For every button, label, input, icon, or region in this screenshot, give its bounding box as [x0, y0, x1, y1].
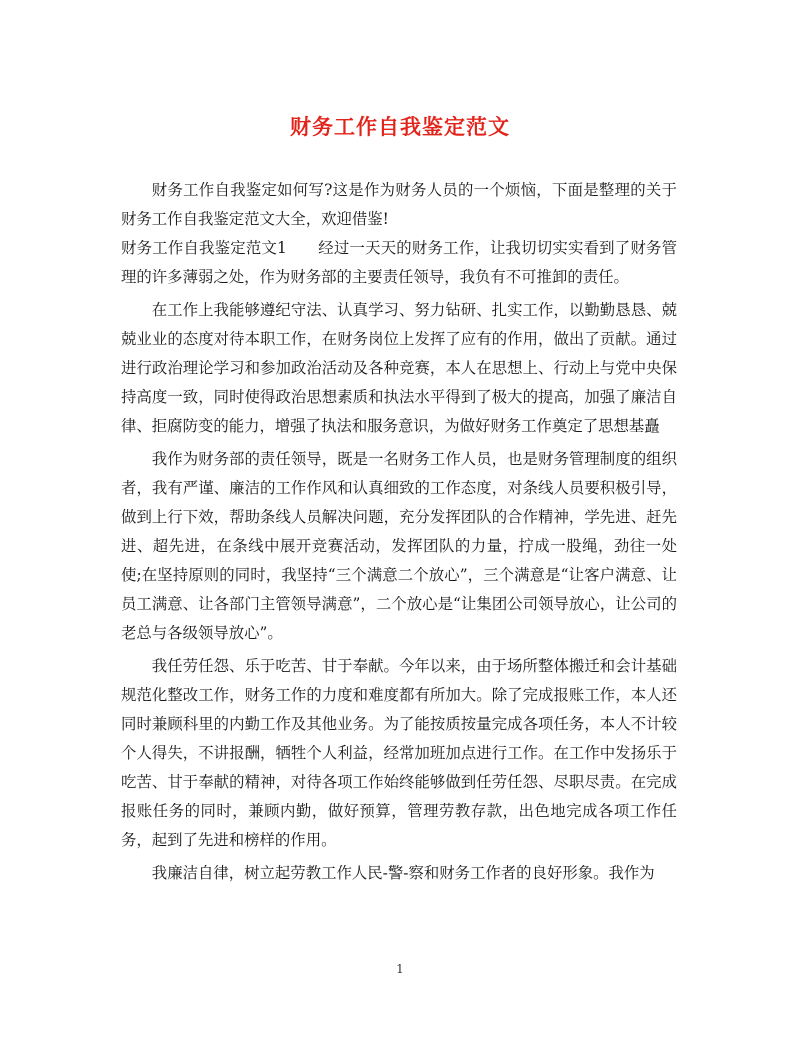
paragraph-intro: 财务工作自我鉴定如何写?这是作为财务人员的一个烦恼，下面是整理的关于财务工作自我鉴定范文大全，欢迎借鉴! — [121, 181, 677, 228]
paragraph-sample-1-opening: 财务工作自我鉴定范文1 经过一天天的财务工作，让我切切实实看到了财务管理的许多薄弱之处，作为财务部的主要责任领导，我负有不可推卸的责任。 — [121, 239, 677, 286]
paragraph-work-attitude: 在工作上我能够遵纪守法、认真学习、努力钻研、扎实工作，以勤勤恳恳、兢兢业业的态度对待本职工作，在财务岗位上发挥了应有的作用，做出了贡献。通过进行政治理论学习和参加政治活动及各种竞赛，本人在思想上、行动上与党中央保持高度一致，同时使得政治思想素质和执法水平得到了极大的提高，加强了廉洁自律、拒腐防变的能力，增强了执法和服务意识，为做好财务工作奠定了思想基矗 — [121, 301, 677, 435]
document-body — [121, 176, 677, 888]
paragraph-leadership: 我作为财务部的责任领导，既是一名财务工作人员，也是财务管理制度的组织者，我有严谨、廉洁的工作作风和认真细致的工作态度，对条线人员要积极引导，做到上行下效，帮助条线人员解决问题，充分发挥团队的合作精神，学先进、赶先进、超先进，在条线中展开竞赛活动，发挥团队的力量，拧成一股绳，劲往一处使;在坚持原则的同时，我坚持“三个满意二个放心”，三个满意是“让客户满意、让员工满意、让各部门主管领导满意”，二个放心是“让集团公司领导放心，让公司的老总与各级领导放心”。 — [121, 450, 677, 642]
paragraph-integrity: 我廉洁自律，树立起劳教工作人民-警-察和财务工作者的良好形象。我作为 — [151, 864, 655, 882]
paragraph-dedication: 我任劳任怨、乐于吃苦、甘于奉献。今年以来，由于场所整体搬迁和会计基础规范化整改工作，财务工作的力度和难度都有所加大。除了完成报账工作，本人还同时兼顾科里的内勤工作及其他业务。为了能按质按量完成各项任务，本人不计较个人得失，不讲报酬，牺牲个人利益，经常加班加点进行工作。在工作中发扬乐于吃苦、甘于奉献的精神，对待各项工作始终能够做到任劳任怨、尽职尽责。在完成报账任务的同时，兼顾内勤，做好预算，管理劳教存款，出色地完成各项工作任务，起到了先进和榜样的作用。 — [121, 657, 677, 849]
page-number: 1 — [396, 962, 404, 976]
document-title: 财务工作自我鉴定范文 — [290, 114, 510, 139]
